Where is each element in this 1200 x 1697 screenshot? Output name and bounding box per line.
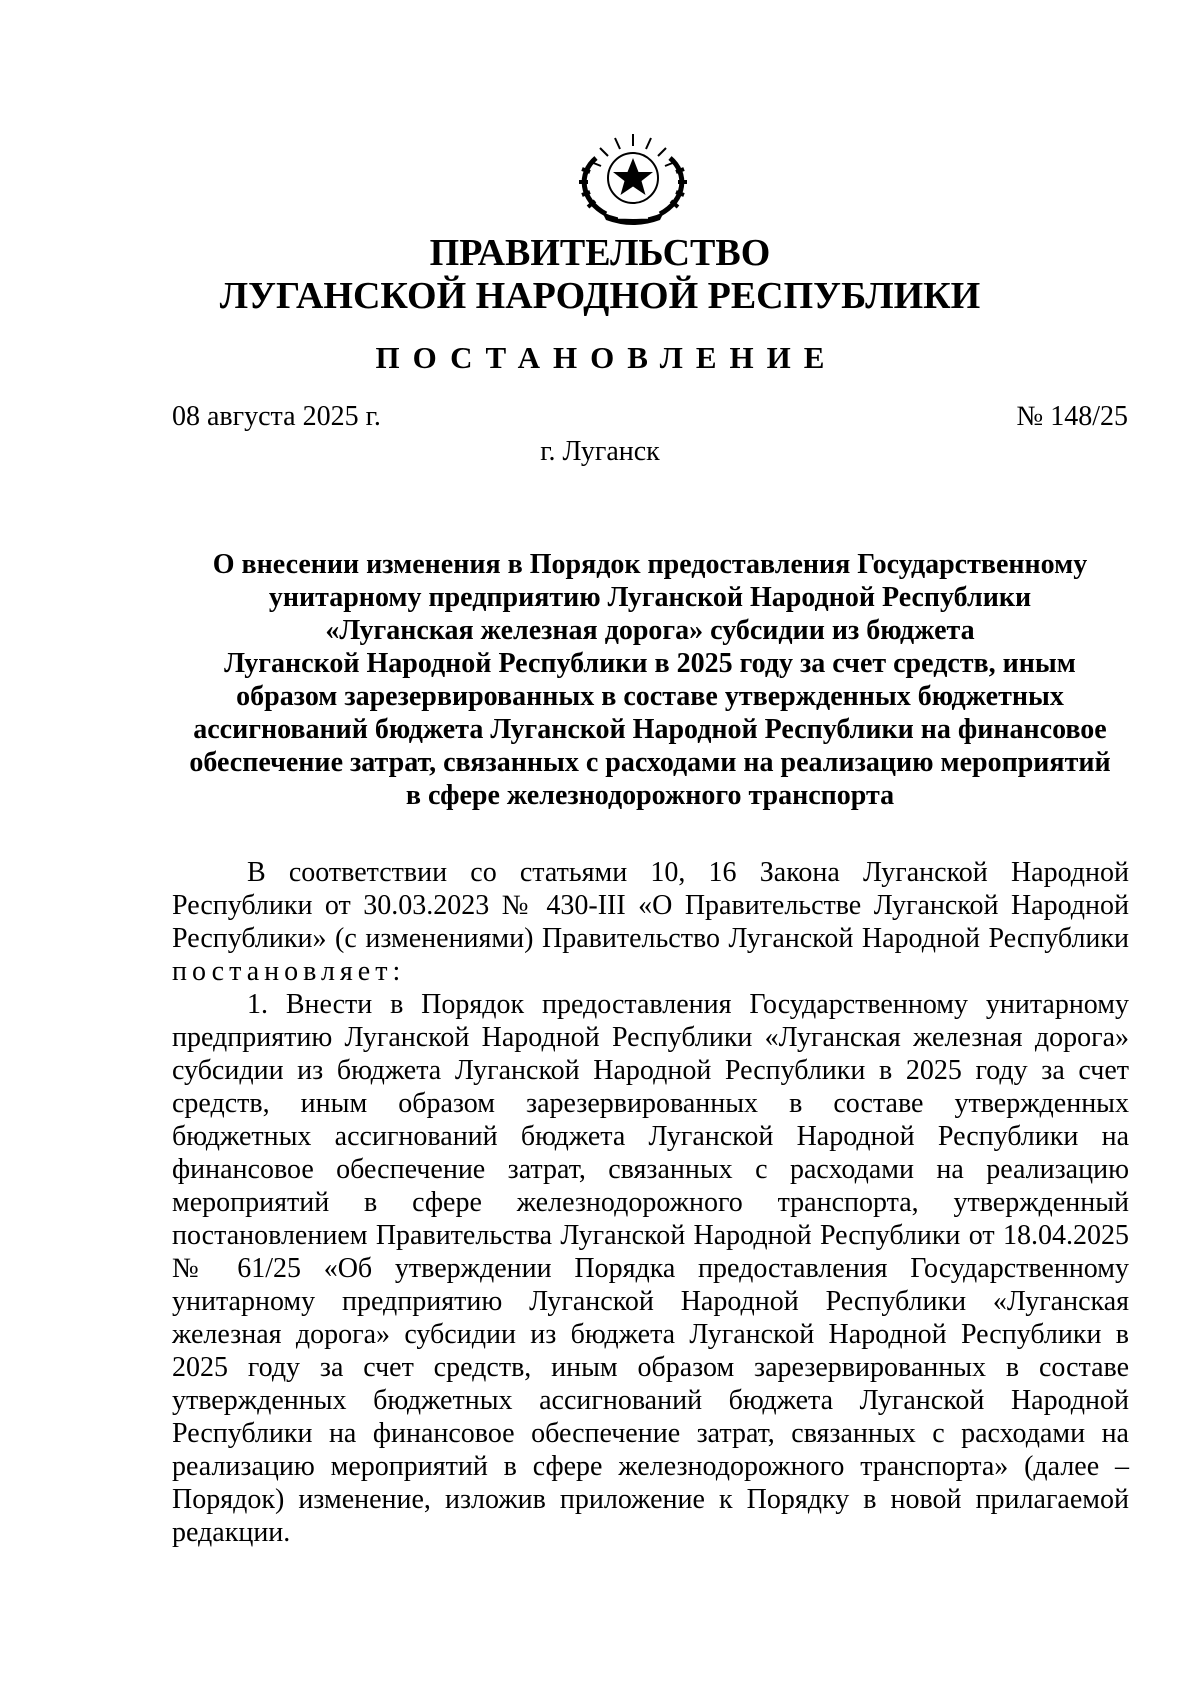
government-title-line2: ЛУГАНСКОЙ НАРОДНОЙ РЕСПУБЛИКИ: [219, 275, 981, 317]
document-date: 08 августа 2025 г.: [172, 401, 381, 432]
subject-line: в сфере железнодорожного транспорта: [405, 780, 895, 811]
preamble-text: В соответствии со статьями 10, 16 Закона Луганской Народной Республики от 30.03.2023 № 430-III «О Правительстве Луганской Народной Республики» (с изменениями) Правительство Луганской Народной Республики: [172, 857, 1129, 954]
document-city: г. Луганск: [540, 436, 660, 467]
document-subject: [172, 548, 1128, 812]
subject-line: Луганской Народной Республики в 2025 году за счет средств, иным: [224, 648, 1076, 679]
government-title-line1: ПРАВИТЕЛЬСТВО: [429, 232, 771, 274]
subject-line: О внесении изменения в Порядок предоставления Государственному: [212, 549, 1088, 580]
body-paragraph-preamble: [172, 856, 1129, 988]
subject-line: образом зарезервированных в составе утвержденных бюджетных: [236, 681, 1064, 712]
subject-line: «Луганская железная дорога» субсидии из бюджета: [325, 615, 975, 646]
coat-of-arms-icon: [568, 128, 698, 226]
document-body: [172, 856, 1129, 1549]
subject-line: ассигнований бюджета Луганской Народной Республики на финансовое: [193, 714, 1107, 745]
government-title: [0, 232, 1200, 318]
subject-line: обеспечение затрат, связанных с расходами на реализацию мероприятий: [189, 747, 1111, 778]
document-type: ПОСТАНОВЛЕНИЕ: [375, 340, 838, 375]
subject-line: унитарному предприятию Луганской Народной Республики: [268, 582, 1032, 613]
body-paragraph-item-1: 1. Внести в Порядок предоставления Государственному унитарному предприятию Луганской Народной Республики «Луганская железная дорога» субсидии из бюджета Луганской Народной Республики в 2025 году за счет средств, иным образом зарезервированных в составе утвержденных бюджетных ассигнований бюджета Луганской Народной Республики на финансовое обеспечение затрат, связанных с расходами на реализацию мероприятий в сфере железнодорожного транспорта, утвержденный постановлением Правительства Луганской Народной Республики от 18.04.2025 № 61/25 «Об утверждении Порядка предоставления Государственному унитарному предприятию Луганской Народной Республики «Луганская железная дорога» субсидии из бюджета Луганской Народной Республики в 2025 году за счет средств, иным образом зарезервированных в составе утвержденных бюджетных ассигнований бюджета Луганской Народной Республики на финансовое обеспечение затрат, связанных с расходами на реализацию мероприятий в сфере железнодорожного транспорта» (далее – Порядок) изменение, изложив приложение к Порядку в новой прилагаемой редакции.: [172, 989, 1129, 1548]
resolves-word: постановляет:: [172, 956, 406, 987]
document-number: № 148/25: [1016, 401, 1128, 432]
